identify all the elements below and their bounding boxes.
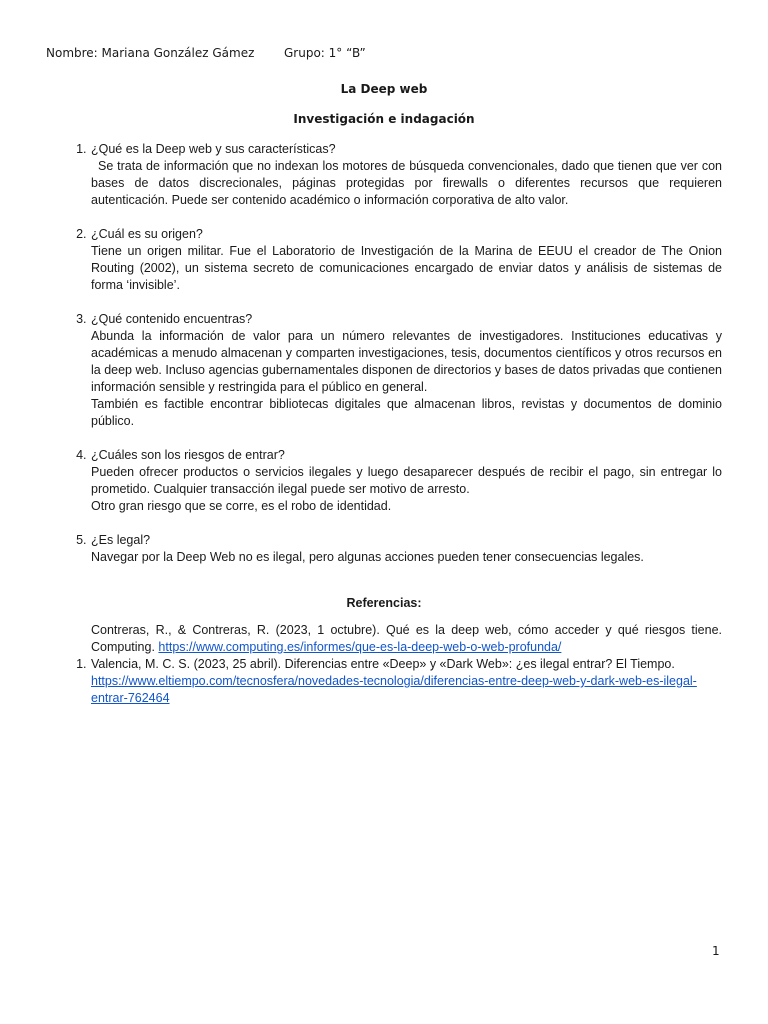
page-number: 1 xyxy=(712,944,720,958)
question-text: 4. ¿Cuáles son los riesgos de entrar? xyxy=(91,448,285,462)
student-name: Nombre: Mariana González Gámez xyxy=(46,46,255,60)
references-heading: Referencias: xyxy=(346,596,422,610)
document-title: La Deep web xyxy=(340,82,428,96)
question-item xyxy=(90,311,722,430)
question-item xyxy=(90,226,722,294)
document-header xyxy=(46,46,366,60)
question-text: 3. ¿Qué contenido encuentras? xyxy=(91,312,253,326)
question-item xyxy=(90,532,722,566)
reference-item xyxy=(90,622,722,656)
reference-item xyxy=(90,656,722,707)
reference-link[interactable]: https://www.eltiempo.com/tecnosfera/novedades-tecnologia/diferencias-entre-deep-web-y-dark-web-es-ilegal-entrar-762464 xyxy=(91,674,697,705)
question-item xyxy=(90,447,722,515)
answer-text: Navegar por la Deep Web no es ilegal, pero algunas acciones pueden tener consecuencias legales. xyxy=(91,550,644,564)
student-group: Grupo: 1° “B” xyxy=(284,46,366,60)
answer-text: Otro gran riesgo que se corre, es el robo de identidad. xyxy=(91,499,392,513)
question-item xyxy=(90,141,722,209)
question-text: 2. ¿Cuál es su origen? xyxy=(91,227,203,241)
answer-text: También es factible encontrar bibliotecas digitales que almacenan libros, revistas y documentos de dominio público. xyxy=(91,397,722,428)
question-list xyxy=(46,141,722,583)
question-text: 1. ¿Qué es la Deep web y sus características? xyxy=(91,142,336,156)
answer-text: Tiene un origen militar. Fue el Laboratorio de Investigación de la Marina de EEUU el creador de The Onion Routing (2002), un sistema secreto de comunicaciones encargado de enviar datos y análisis de sistemas de forma ‘invisible’. xyxy=(91,244,722,292)
reference-link[interactable]: https://www.computing.es/informes/que-es-la-deep-web-o-web-profunda/ xyxy=(158,640,562,654)
reference-list xyxy=(46,622,722,707)
document-subtitle: Investigación e indagación xyxy=(293,112,475,126)
reference-text: Contreras, R., & Contreras, R. (2023, 1 octubre). Qué es la deep web, cómo acceder y qué riesgos tiene. Computing. xyxy=(91,623,722,654)
answer-text: Abunda la información de valor para un número relevantes de investigadores. Instituciones educativas y académicas a menudo almacenan y comparten investigaciones, tesis, documentos científicos y otros recursos en la deep web. Incluso agencias gubernamentales disponen de directorios y bases de datos privadas que contienen información sensible y restringida para el público en general. xyxy=(91,329,722,394)
answer-text: Se trata de información que no indexan los motores de búsqueda convencionales, dado que tienen que ver con bases de datos discrecionales, páginas protegidas por firewalls o diferentes recursos que requieren autenticación. Puede ser contenido académico o información corporativa de alto valor. xyxy=(91,159,722,207)
answer-text: Pueden ofrecer productos o servicios ilegales y luego desaparecer después de recibir el pago, sin entregar lo prometido. Cualquier transacción ilegal puede ser motivo de arresto. xyxy=(91,465,722,496)
reference-text: 2. Valencia, M. C. S. (2023, 25 abril). Diferencias entre «Deep» y «Dark Web»: ¿es ilegal entrar? El Tiempo. xyxy=(91,657,675,671)
question-text: 5. ¿Es legal? xyxy=(91,533,151,547)
